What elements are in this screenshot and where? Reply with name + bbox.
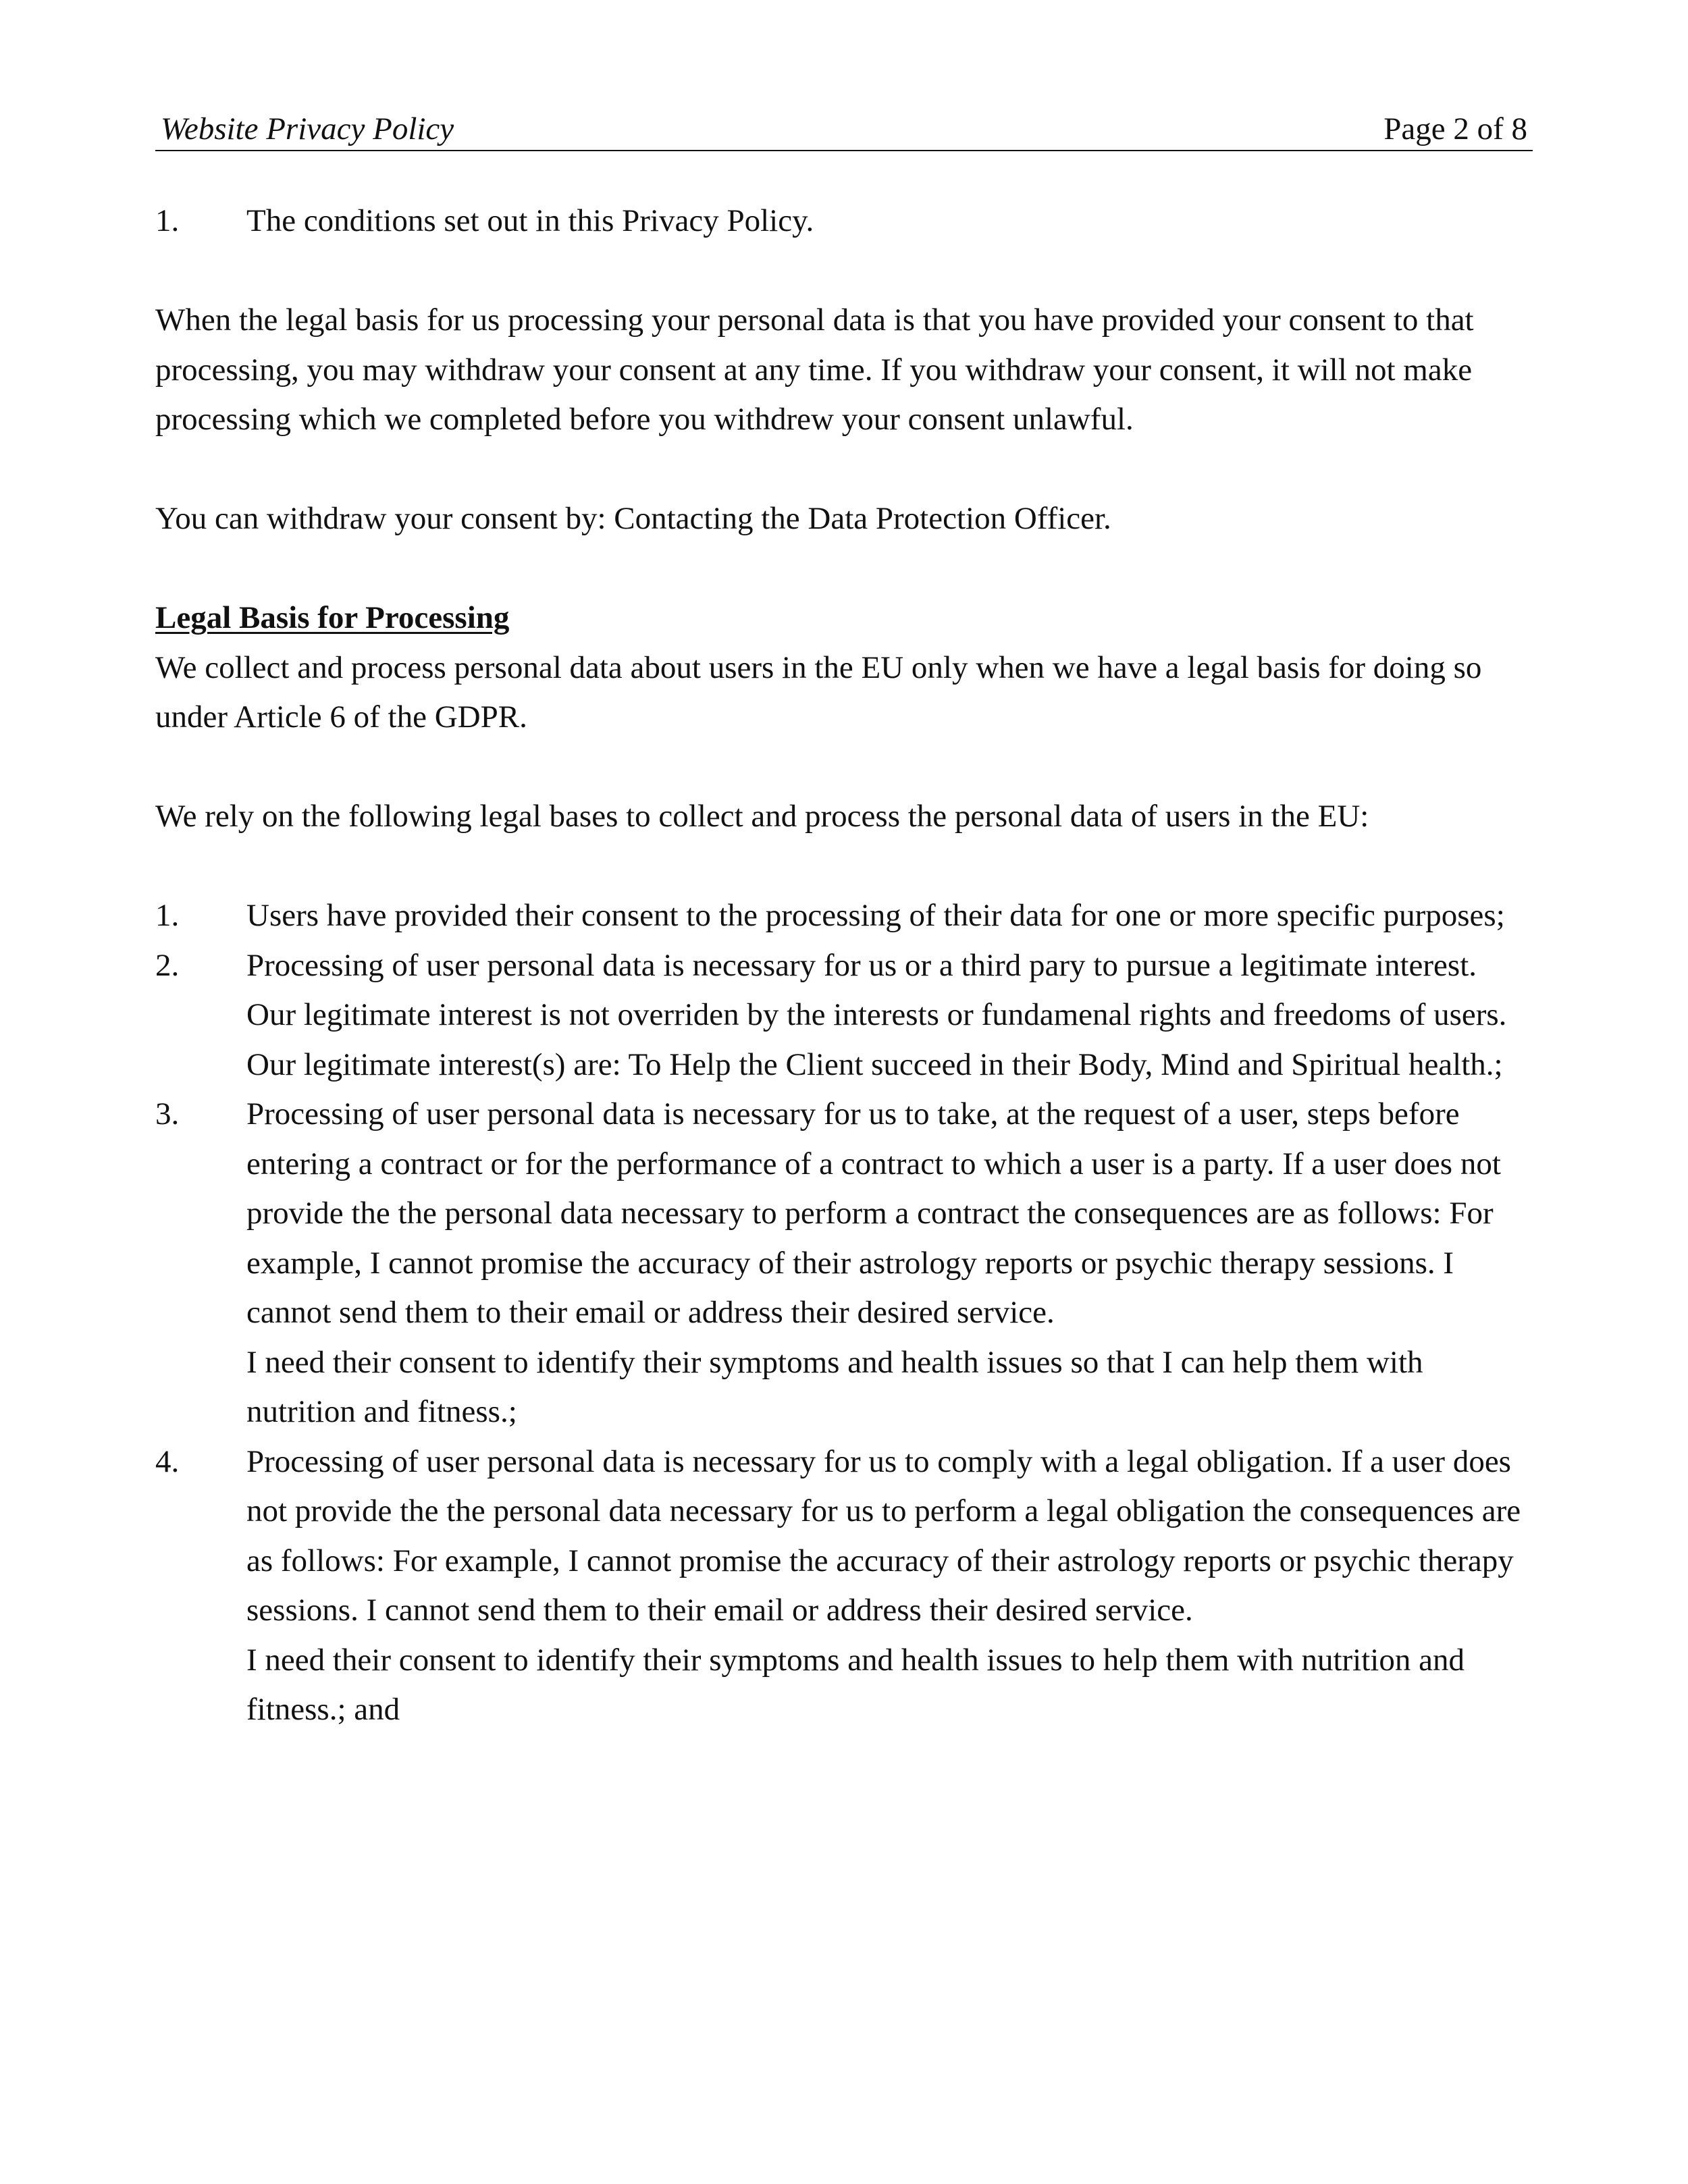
list-item-text-continued: I need their consent to identify their symptoms and health issues so that I can help them with nutrition and fitness.; [246, 1344, 1423, 1429]
page-header [155, 108, 1533, 151]
page-number: Page 2 of 8 [1383, 111, 1527, 147]
legal-basis-intro: We collect and process personal data about users in the EU only when we have a legal basis for doing so under Article 6 of the GDPR. [155, 649, 1482, 735]
document-page [155, 108, 1533, 1735]
list-item [155, 891, 1533, 941]
legal-basis-rely: We rely on the following legal bases to collect and process the personal data of users in the EU: [155, 799, 1369, 834]
list-item-text: Users have provided their consent to the processing of their data for one or more specific purposes; [246, 898, 1505, 933]
list-item-text: Processing of user personal data is necessary for us or a third pary to pursue a legitimate interest. Our legitimate interest is not overriden by the interests or fundamenal rights and freedoms of users. Our legitimate interest(s) are: To Help the Client succeed in their Body, Mind and Spiritual health.; [246, 947, 1507, 1082]
document-title: Website Privacy Policy [161, 111, 454, 147]
list-item [155, 196, 1533, 246]
list-item [155, 1437, 1533, 1735]
list-item-number: 2. [155, 947, 180, 983]
list-item-number: 4. [155, 1443, 180, 1479]
list-item-number: 1. [155, 898, 180, 933]
list-item-text: The conditions set out in this Privacy Policy. [246, 203, 814, 238]
document-body [155, 151, 1533, 1735]
withdraw-how-paragraph: You can withdraw your consent by: Contacting the Data Protection Officer. [155, 501, 1111, 536]
list-item [155, 1090, 1533, 1437]
list-item-number: 1. [155, 203, 180, 238]
list-item [155, 941, 1533, 1090]
list-item-number: 3. [155, 1096, 180, 1131]
list-item-text: Processing of user personal data is necessary for us to comply with a legal obligation. If a user does not provide the the personal data necessary for us to perform a legal obligation the consequences are as follows: For example, I cannot promise the accuracy of their astrology reports or psychic therapy sessions. I cannot send them to their email or address their desired service. [246, 1443, 1521, 1628]
section-heading: Legal Basis for Processing [155, 600, 510, 635]
withdraw-consent-paragraph: When the legal basis for us processing your personal data is that you have provided your consent to that processing, you may withdraw your consent at any time. If you withdraw your consent, it will not make processing which we completed before you withdrew your consent unlawful. [155, 302, 1474, 437]
list-item-text: Processing of user personal data is necessary for us to take, at the request of a user, steps before entering a contract or for the performance of a contract to which a user is a party. If a user does not provide the the personal data necessary to perform a contract the consequences are as follows: For example, I cannot promise the accuracy of their astrology reports or psychic therapy sessions. I cannot send them to their email or address their desired service. [246, 1096, 1501, 1330]
list-item-text-continued: I need their consent to identify their symptoms and health issues to help them with nutrition and fitness.; and [246, 1642, 1465, 1727]
